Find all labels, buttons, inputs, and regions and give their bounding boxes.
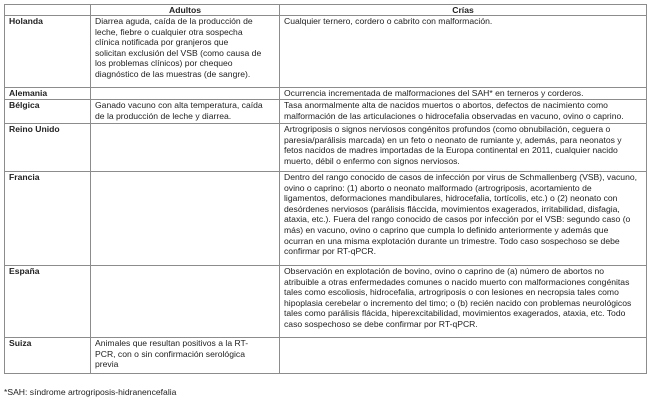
young-cell bbox=[280, 338, 647, 374]
young-cell: Cualquier ternero, cordero o cabrito con malformación. bbox=[280, 16, 647, 88]
country-cell: Alemania bbox=[5, 88, 91, 100]
young-cell: Ocurrencia incrementada de malformaciones del SAH* en terneros y corderos. bbox=[280, 88, 647, 100]
table-row bbox=[5, 100, 647, 124]
header-adults: Adultos bbox=[91, 5, 280, 16]
country-cell: Suiza bbox=[5, 338, 91, 374]
adults-cell: Diarrea aguda, caída de la producción de leche, fiebre o cualquier otra sospecha clínica notificada por granjeros que solicitan exclusión del VSB (como causa de los problemas clínicos) por chequeo diagnóstico de las muestras (de sangre). bbox=[91, 16, 280, 88]
adults-cell bbox=[91, 172, 280, 266]
table-row bbox=[5, 16, 647, 88]
adults-cell bbox=[91, 88, 280, 100]
young-cell: Artrogriposis o signos nerviosos congénitos profundos (como obnubilación, ceguera o paresia/parálisis marcada) en un feto o neonato de rumiante y, además, para neonatos y fetos nacidos de madres importadas de la Europa continental en 2011, cualquier nacido muerto, débil o enfermo con signos nerviosos. bbox=[280, 124, 647, 172]
young-cell: Observación en explotación de bovino, ovino o caprino de (a) número de abortos no atribuible a otras enfermedades comunes o nacido muerto con malformaciones congénitas tales como escoliosis, hidrocefalia, artrogriposis o con lesiones en necropsia tales como hipoplasia cerebelar o incremento del timo; o (b) recién nacido con problemas neurológicos tales como parálisis flácida, hiperexcitabilidad, movimientos exagerados, ataxia, etc. Todo caso sospechoso se debe confirmar por RT-qPCR. bbox=[280, 266, 647, 338]
young-cell: Dentro del rango conocido de casos de infección por virus de Schmallenberg (VSB), vacuno, ovino o caprino: (1) aborto o neonato malformado (artrogriposis, acortamiento de ligamentos, deformaciones mandibulares, hidrocefalia, tortícolis, etc.) o (2) neonato con desórdenes nerviosos (parálisis fláccida, movimientos exagerados, irritabilidad, disfagia, ataxia, etc.). Fuera del rango conocido de casos por infección por el VSB: segundo caso (o más) en vacuno, ovino o caprino que cumpla lo definido anteriormente y además que ocurran en una misma explotación durante un trimestre. Todo caso sospechoso se debe confirmar por RT-qPCR. bbox=[280, 172, 647, 266]
adults-cell bbox=[91, 124, 280, 172]
country-cell: Reino Unido bbox=[5, 124, 91, 172]
table-row bbox=[5, 172, 647, 266]
country-cell: Holanda bbox=[5, 16, 91, 88]
surveillance-case-definition-table bbox=[4, 4, 647, 374]
adults-cell: Animales que resultan positivos a la RT- PCR, con o sin confirmación serológica previa bbox=[91, 338, 280, 374]
adults-cell bbox=[91, 266, 280, 338]
table-row bbox=[5, 266, 647, 338]
footnote: *SAH: síndrome artrogriposis-hidranencefalia bbox=[4, 387, 177, 397]
adults-cell: Ganado vacuno con alta temperatura, caída de la producción de leche y diarrea. bbox=[91, 100, 280, 124]
header-row bbox=[5, 5, 647, 16]
country-cell: Francia bbox=[5, 172, 91, 266]
country-cell: España bbox=[5, 266, 91, 338]
table-row bbox=[5, 124, 647, 172]
country-cell: Bélgica bbox=[5, 100, 91, 124]
table-row bbox=[5, 338, 647, 374]
header-country bbox=[5, 5, 91, 16]
young-cell: Tasa anormalmente alta de nacidos muertos o abortos, defectos de nacimiento como malformación de las articulaciones o hidrocefalia observadas en vacuno, ovino o caprino. bbox=[280, 100, 647, 124]
table-row bbox=[5, 88, 647, 100]
header-young: Crías bbox=[280, 5, 647, 16]
